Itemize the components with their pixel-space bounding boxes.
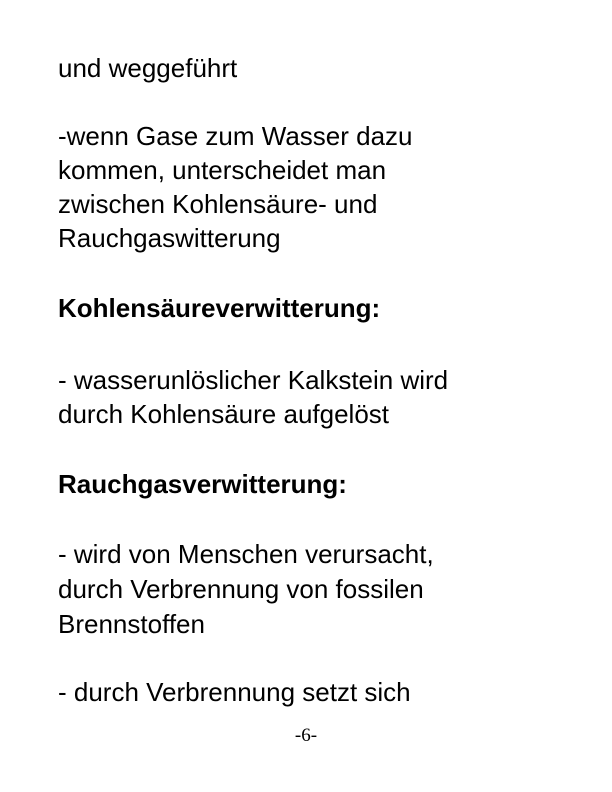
text-line: kommen, unterscheidet man	[58, 155, 387, 185]
text-line: Brennstoffen	[58, 609, 205, 639]
section-heading-rauchgas: Rauchgasverwitterung:	[58, 469, 347, 499]
text-line: Rauchgaswitterung	[58, 223, 281, 253]
text-line: - durch Verbrennung setzt sich	[58, 677, 411, 707]
text-line: - wird von Menschen verursacht,	[58, 539, 434, 569]
text-line: -wenn Gase zum Wasser dazu	[58, 121, 413, 151]
text-line: durch Kohlensäure aufgelöst	[58, 399, 390, 429]
section-heading-kohlensaeure: Kohlensäureverwitterung:	[58, 293, 381, 323]
text-line: - wasserunlöslicher Kalkstein wird	[58, 365, 449, 395]
page-number: -6-	[294, 725, 318, 746]
text-line: und weggeführt	[58, 53, 238, 83]
text-line: durch Verbrennung von fossilen	[58, 574, 424, 604]
text-line: zwischen Kohlensäure- und	[58, 189, 378, 219]
